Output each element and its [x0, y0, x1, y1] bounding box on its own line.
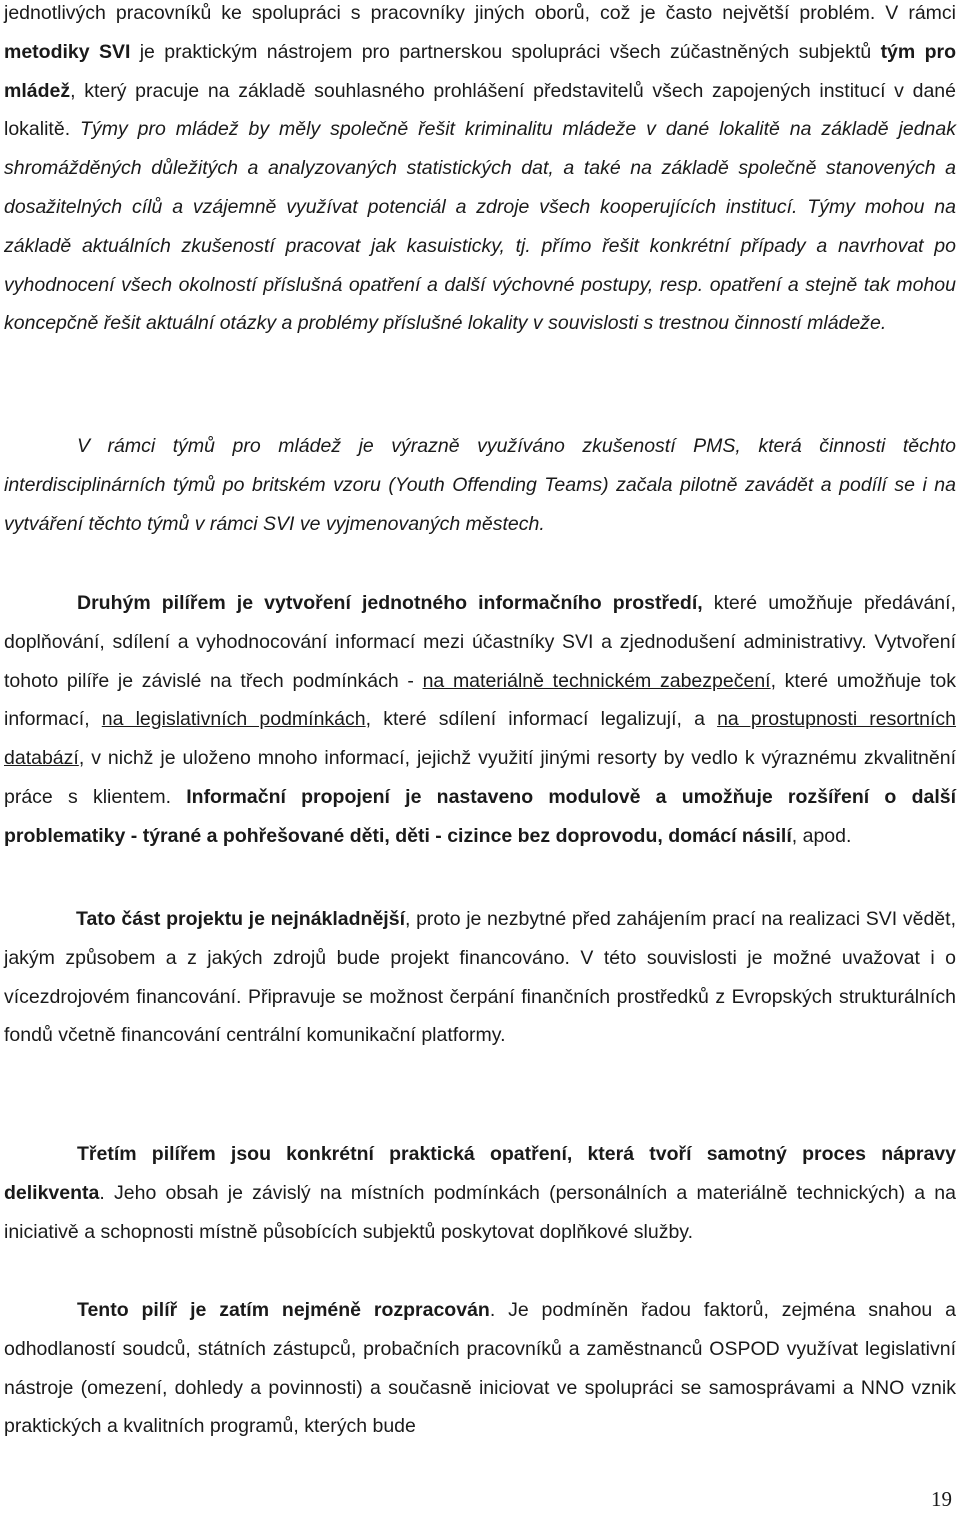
paragraph-second-pillar: [4, 584, 956, 856]
text-run-bold: tým pro mládež: [4, 40, 956, 102]
paragraph-svi-team: [4, 0, 956, 343]
text-run: jednotlivých pracovníků ke spolupráci s pracovníky jiných oborů, což je často největší problém. V rámci: [4, 2, 956, 24]
paragraph-costs: [4, 900, 956, 1055]
text-run: je praktickým nástrojem pro partnerskou spolupráci všech zúčastněných subjektů: [130, 40, 881, 63]
text-run: . Jeho obsah je závislý na místních podmínkách (personálních a materiálně technických) a na iniciativě a schopnosti místně působících subjektů poskytovat doplňkové služby.: [4, 1181, 956, 1243]
text-run: , který pracuje na základě souhlasného prohlášení představitelů všech zapojených institucí v dané lokalitě.: [4, 79, 956, 141]
text-run-underline: na materiálně technickém zabezpečení: [422, 669, 771, 692]
text-run-italic: Týmy pro mládež by měly společně řešit kriminalitu mládeže v dané lokalitě na základě jednak shromážděných důležitých a analyzovaných statistických dat, a také na základě společně stanovených a dosažitelných cílů a vzájemně využívat potenciál a zdroje všech kooperujících institucí. Týmy mohou na základě aktuálních zkušeností pracovat jak kasuisticky, tj. přímo řešit konkrétní případy a navrhovat po vyhodnocení všech okolností příslušná opatření a další výchovné postupy, resp. opatření a stejně tak mohou koncepčně řešit aktuální otázky a problémy příslušné lokality v souvislosti s trestnou činností mládeže.: [4, 118, 956, 335]
text-run: . Je podmíněn řadou faktorů, zejména snahou a odhodlaností soudců, státních zástupců, probačních pracovníků a zaměstnanců OSPOD využívat legislativní nástroje (omezení, dohledy a povinnosti) a současně iniciovat ve spolupráci se samosprávami a NNO vznik praktických a kvalitních programů, kterých bude: [4, 1299, 956, 1438]
text-run-bold: metodiky SVI: [4, 40, 131, 63]
text-run-italic: V rámci týmů pro mládež je výrazně využíváno zkušeností PMS, která činnosti těchto interdisciplinárních týmů po britském vzoru (Youth Offending Teams) začala pilotně zavádět a podílí se i na vytváření těchto týmů v rámci SVI ve vyjmenovaných městech.: [4, 435, 956, 535]
text-run-underline: na prostupnosti resortních databází: [4, 708, 956, 770]
text-run-bold: Druhým pilířem je vytvoření jednotného informačního prostředí,: [77, 592, 703, 614]
text-run-bold: Tento pilíř je zatím nejméně rozpracován: [77, 1299, 490, 1321]
text-run-bold: Tato část projektu je nejnákladnější: [76, 908, 405, 930]
text-run: , apod.: [791, 824, 852, 847]
page-number: 19: [931, 1487, 952, 1511]
paragraph-pillar-status: [4, 1291, 956, 1446]
text-run-bold: Informační propojení je nastaveno modulově a umožňuje rozšíření o další problematiky - týrané a pohřešované děti, děti - cizince bez doprovodu, domácí násilí: [4, 785, 957, 847]
text-run-underline: na legislativních podmínkách: [101, 708, 366, 731]
paragraph-pms: [4, 427, 956, 543]
text-run: , v nichž je uloženo mnoho informací, jejichž využití jinými resorty by vedlo k výraznému zkvalitnění práce s klientem.: [4, 747, 956, 808]
text-run: , které sdílení informací legalizují, a: [365, 708, 718, 731]
paragraph-third-pillar: [4, 1135, 956, 1251]
text-run-bold: Třetím pilířem jsou konkrétní praktická opatření, která tvoří samotný proces nápravy delikventa: [4, 1143, 956, 1204]
text-run: , proto je nezbytné před zahájením prací na realizaci SVI vědět, jakým způsobem a z jakých zdrojů bude projekt financováno. V této souvislosti je možné uvažovat i o vícezdrojovém financování. Připravuje se možnost čerpání finančních prostředků z Evropských strukturálních fondů včetně financování centrální komunikační platformy.: [4, 908, 956, 1047]
text-run: které umožňuje předávání, doplňování, sdílení a vyhodnocování informací mezi účastníky SVI a zjednodušení administrativy. Vytvoření tohoto pilíře je závislé na třech podmínkách -: [4, 592, 956, 692]
text-run: , které umožňuje tok informací,: [4, 669, 956, 731]
